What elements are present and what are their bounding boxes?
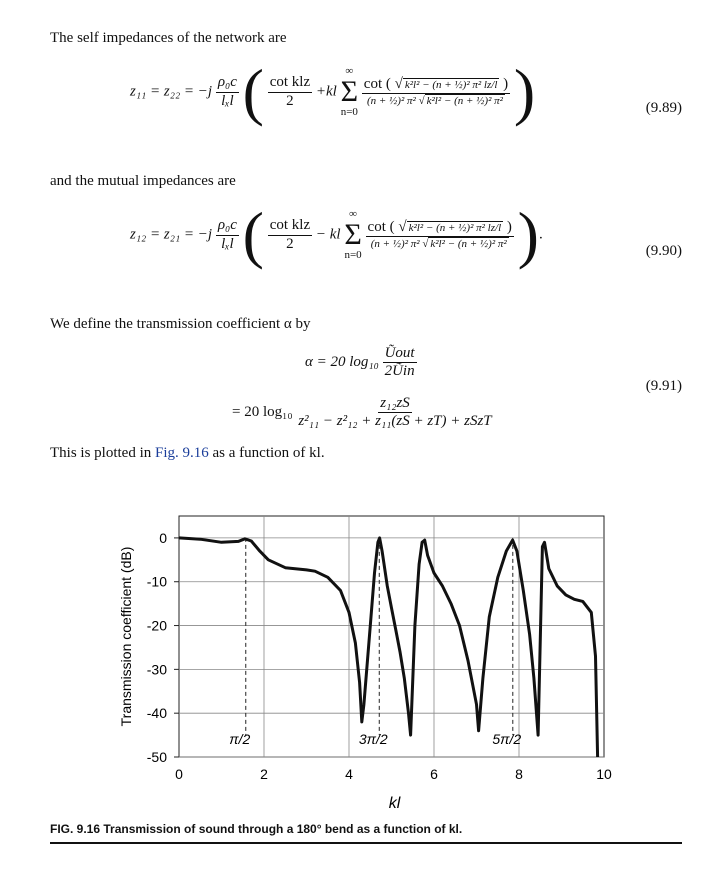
eq89-summation: ∞ Σ n=0 bbox=[340, 65, 359, 118]
eq89-fraction-cot: $\frac{\text{cot klz}}{2}$ bbox=[269, 74, 311, 109]
y-tick-label: -50 bbox=[146, 749, 167, 765]
eq89-op: +kl bbox=[315, 83, 337, 100]
x-tick-label: 10 bbox=[596, 766, 612, 782]
eq90-op: − kl bbox=[315, 226, 341, 243]
eq90-fraction-cot: $\frac{\text{cot klz}}{2}$ bbox=[269, 217, 311, 252]
eq89-series-term: $\frac{\text{cot ( √ k²l² − (n + ½)² π² lz/l )}}{\text{(n + ½)² π² √ k²l² − (n + ½)² π²}}$ bbox=[363, 76, 509, 108]
eq90-summation: ∞ Σ n=0 bbox=[344, 208, 362, 261]
paragraph-mutual-impedance: and the mutual impedances are bbox=[50, 173, 236, 189]
y-tick-label: -20 bbox=[146, 617, 167, 634]
x-tick-label: 2 bbox=[260, 766, 268, 782]
caption-rule bbox=[50, 842, 682, 844]
eq90-series-term: $\frac{\text{cot ( √ k²l² − (n + ½)² π² lz/l )}}{\text{(n + ½)² π² √ k²l² − (n + ½)² π²}}$ bbox=[367, 219, 512, 251]
figure-caption: FIG. 9.16 Transmission of sound through a 180° bend as a function of kl. bbox=[50, 822, 463, 836]
y-axis-label: Transmission coefficient (dB) bbox=[118, 546, 134, 727]
eq89-fraction-rhoc: $\frac{\text{ρ₀c}}{\text{lₓl}}$ bbox=[217, 74, 237, 109]
y-tick-label: 0 bbox=[159, 529, 167, 546]
annotation-label: π/2 bbox=[229, 730, 251, 747]
y-tick-label: -30 bbox=[146, 661, 167, 678]
eq89-lhs: z₁₁ = z₂₂ = −j bbox=[130, 83, 213, 100]
equation-number-9-89: (9.89) bbox=[645, 100, 682, 116]
paragraph-transmission-coefficient: We define the transmission coefficient α by bbox=[50, 316, 311, 332]
y-tick-label: -40 bbox=[146, 705, 167, 722]
eq90-lhs: z₁₂ = z₂₁ = −j bbox=[130, 226, 213, 243]
x-tick-label: 4 bbox=[345, 766, 353, 782]
x-tick-label: 6 bbox=[430, 766, 438, 782]
equation-9-91-line1: α = 20 log₁₀ $\frac{\text{Ũout}}{\text{2Ũin}}$ bbox=[305, 345, 415, 380]
annotation-label: 5π/2 bbox=[492, 730, 522, 747]
x-axis-label: kl bbox=[388, 795, 401, 812]
equation-9-90: z₁₂ = z₂₁ = −j $\frac{\text{ρ₀c}}{\text{lₓl}}$ ( $\frac{\text{cot klz}}{2}$ − kl ∞ Σ n=0 $\frac{\text{cot ( √ k²l² − (n + ½)² π² lz/l )}}{\text{(n + ½)² π² √ k²l² − (n + ½)² π²}}$ ). bbox=[130, 199, 543, 270]
eq90-fraction-rhoc: $\frac{\text{ρ₀c}}{\text{lₓl}}$ bbox=[217, 217, 237, 252]
annotation-label: 3π/2 bbox=[358, 730, 388, 747]
paragraph-plotted: This is plotted in Fig. 9.16 as a function of kl. bbox=[50, 445, 325, 461]
equation-9-89: z₁₁ = z₂₂ = −j $\frac{\text{ρ₀c}}{\text{lₓl}}$ ( $\frac{\text{cot klz}}{2}$ +kl ∞ Σ n=0 $\frac{\text{cot ( √ k²l² − (n + ½)² π² lz/l )}}{\text{(n + ½)² π² √ k²l² − (n + ½)² π²}}$ ) bbox=[130, 56, 536, 127]
equation-number-9-91: (9.91) bbox=[645, 378, 682, 394]
series-line bbox=[179, 538, 598, 757]
figure-link[interactable]: Fig. 9.16 bbox=[155, 445, 209, 461]
equation-9-91-line2: = 20 log₁₀ $\frac{\text{z₁₂zS}}{\text{z²₁₁ − z²₁₂ + z₁₁(zS + zT) + zSzT}}$ bbox=[232, 395, 492, 430]
y-tick-label: -10 bbox=[146, 573, 167, 590]
x-tick-label: 8 bbox=[515, 766, 523, 782]
equation-number-9-90: (9.90) bbox=[645, 243, 682, 259]
paragraph-self-impedance: The self impedances of the network are bbox=[50, 30, 287, 46]
x-tick-label: 0 bbox=[175, 766, 183, 782]
